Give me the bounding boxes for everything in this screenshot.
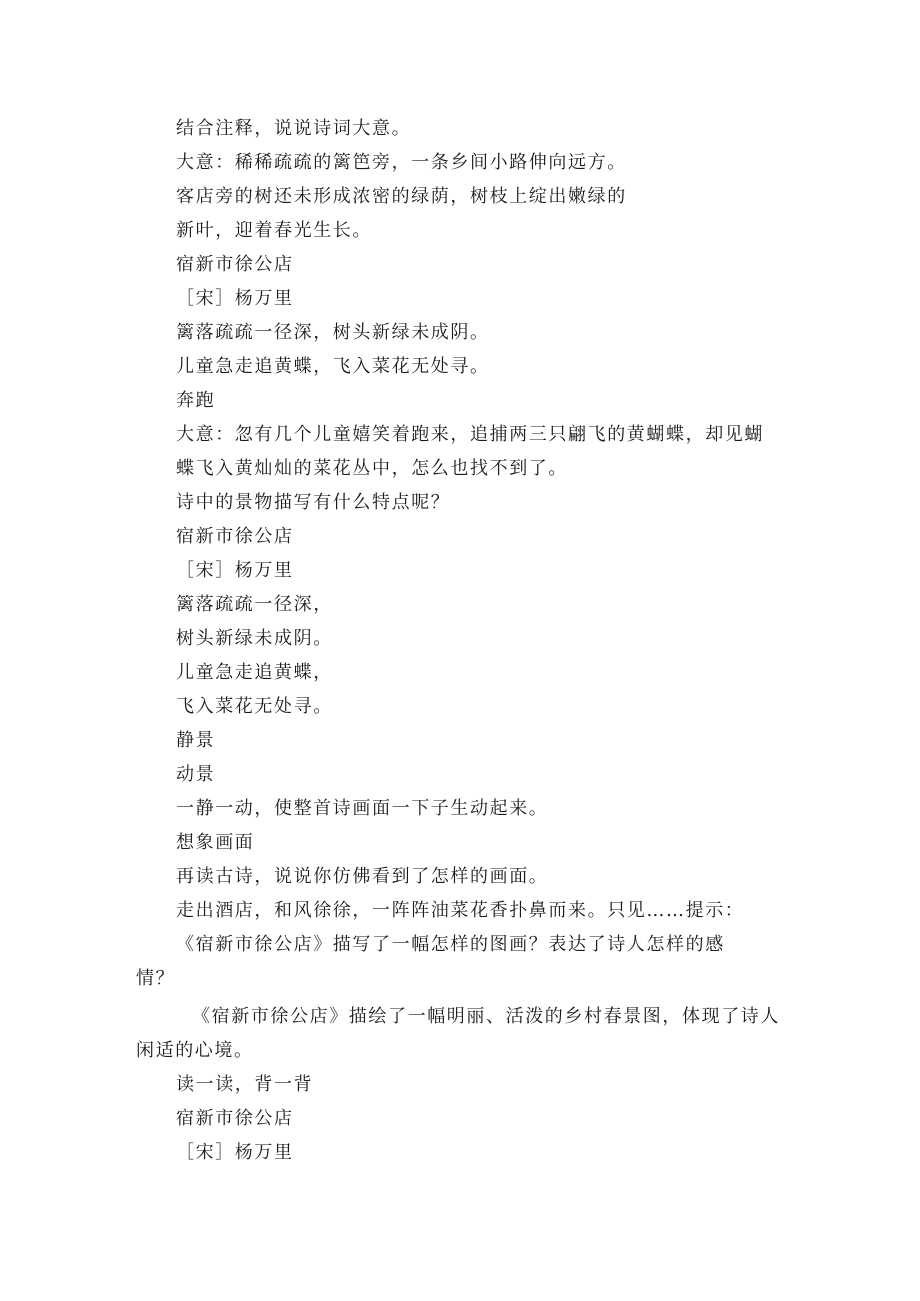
poem-verse: 篱落疏疏一径深，树头新绿未成阴。: [176, 322, 490, 343]
poem-title: 宿新市徐公店: [176, 254, 294, 275]
section-heading: 读一读，背一背: [176, 1074, 314, 1095]
text-line: 蝶飞入黄灿灿的菜花丛中，怎么也找不到了。: [176, 458, 568, 479]
poem-title: 宿新市徐公店: [176, 1108, 294, 1129]
text-line: 新叶，迎着春光生长。: [176, 220, 372, 241]
text-line: 大意：稀稀疏疏的篱笆旁，一条乡间小路伸向远方。: [176, 152, 627, 173]
poem-verse: 儿童急走追黄蝶，: [176, 662, 333, 683]
answer-continued: 闲适的心境。: [136, 1040, 254, 1061]
question: 诗中的景物描写有什么特点呢？: [176, 492, 451, 513]
text-line: 奔跑: [176, 390, 216, 411]
poem-verse: 篱落疏疏一径深，: [176, 594, 333, 615]
question-continued: 情？: [136, 968, 176, 989]
poem-verse: 树头新绿未成阴。: [176, 628, 333, 649]
poem-author: ［宋］杨万里: [176, 288, 294, 309]
text-line: 再读古诗，说说你仿佛看到了怎样的画面。: [176, 866, 549, 887]
text-line: 结合注释，说说诗词大意。: [176, 118, 412, 139]
poem-title: 宿新市徐公店: [176, 526, 294, 547]
text-line: 一静一动，使整首诗画面一下子生动起来。: [176, 798, 549, 819]
text-line: 走出酒店，和风徐徐，一阵阵油菜花香扑鼻而来。只见……提示：: [176, 900, 745, 921]
text-line: 大意：忽有几个儿童嬉笑着跑来，追捕两三只翩飞的黄蝴蝶，却见蝴: [176, 424, 764, 445]
poem-author: ［宋］杨万里: [176, 560, 294, 581]
poem-verse: 儿童急走追黄蝶，飞入菜花无处寻。: [176, 356, 490, 377]
poem-verse: 飞入菜花无处寻。: [176, 696, 333, 717]
text-line: 静景: [176, 730, 216, 751]
text-line: 客店旁的树还未形成浓密的绿荫，树枝上绽出嫩绿的: [176, 186, 627, 207]
section-heading: 想象画面: [176, 832, 255, 853]
text-line: 动景: [176, 764, 216, 785]
poem-author: ［宋］杨万里: [176, 1142, 294, 1163]
answer: 《宿新市徐公店》描绘了一幅明丽、活泼的乡村春景图，体现了诗人: [192, 1006, 780, 1027]
question: 《宿新市徐公店》描写了一幅怎样的图画？表达了诗人怎样的感: [176, 934, 725, 955]
